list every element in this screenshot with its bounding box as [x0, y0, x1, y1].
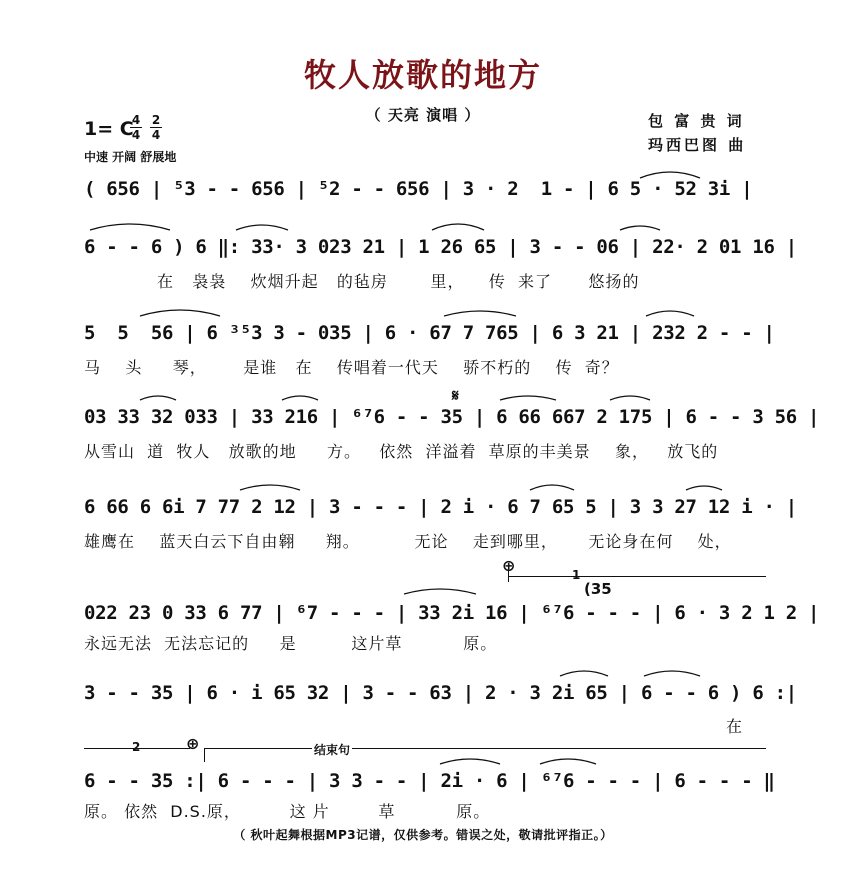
score-row-3-music: 5 5 56 | 6 ³⁵3 3 - 035 | 6 · 67 7 765 | 6 3 21 | 232 2 - - |	[84, 322, 775, 344]
slur-arc	[282, 396, 318, 400]
volta-2-number: 2	[132, 740, 141, 754]
slur-arc	[610, 396, 650, 400]
volta-1-pickup: (35	[584, 580, 612, 598]
key-signature: 1= C	[84, 118, 134, 140]
coda-sign-1: ⊕	[502, 556, 516, 575]
slur-arc	[236, 225, 288, 230]
score-row-6-lyrics: 永远无法 无法忘记的 是 这片草 原。	[84, 634, 498, 653]
score-row-3-lyrics: 马 头 琴， 是谁 在 传唱着一代天 骄不朽的 传 奇？	[84, 358, 619, 377]
score-row-8-music: 6 - - 35 :| 6 - - - | 3 3 - - | 2i · 6 | ⁶⁷6 - - - | 6 - - - ‖	[84, 770, 775, 792]
slur-arc	[540, 759, 596, 764]
score-row-1-music: ( 656 | ⁵3 - - 656 | ⁵2 - - 656 | 3 · 2 1 - | 6 5 · 52 3i |	[84, 178, 753, 200]
segno-sign: 𝄋	[452, 386, 459, 405]
score-row-5-lyrics: 雄鹰在 蓝天白云下自由翱 翔。 无论 走到哪里， 无论身在何 处，	[84, 532, 732, 551]
slur-arc	[90, 224, 170, 230]
score-row-8-lyrics: 原。 依然 D.S.原， 这 片 草 原。	[84, 802, 491, 821]
slur-arc	[620, 226, 660, 230]
time-sig-2-top: 2	[151, 113, 161, 127]
time-sig-1-top: 4	[131, 113, 141, 127]
slur-arc	[644, 671, 700, 676]
side-lyric: 在	[726, 717, 743, 736]
score-row-2-lyrics: 在 袅袅 炊烟升起 的毡房 里， 传 来了 悠扬的	[84, 272, 640, 291]
transcriber-footer: （ 秋叶起舞根据MP3记谱，仅供参考。错误之处，敬请批评指正。）	[233, 828, 613, 842]
slur-arc	[440, 759, 500, 764]
time-sig-2-bottom: 4	[151, 128, 161, 142]
slur-arc	[444, 311, 516, 316]
coda-sign-2: ⊕	[186, 734, 200, 753]
slur-arc	[240, 485, 300, 490]
score-row-4-music: 03 33 32 033 | 33 216 | ⁶⁷6 - - 35 | 6 66 667 2 175 | 6 - - 3 56 |	[84, 406, 820, 428]
page-title: 牧人放歌的地方	[303, 56, 542, 94]
score-row-5-music: 6 66 6 6i 7 77 2 12 | 3 - - - | 2 i · 6 7 65 5 | 3 3 27 12 i · |	[84, 496, 797, 518]
slur-arc	[140, 310, 220, 316]
composer-credit: 玛西巴图 曲	[648, 136, 747, 154]
score-row-2-music: 6 - - 6 ) 6 ‖: 33· 3 023 21 | 1 26 65 | 3 - - 06 | 22· 2 01 16 |	[84, 236, 797, 258]
slur-arc	[500, 396, 556, 400]
end-phrase-label: 结束句	[314, 743, 351, 757]
tempo-marking: 中速 开阔 舒展地	[84, 150, 177, 164]
slur-arc	[530, 485, 574, 490]
time-sig-1-bottom: 4	[131, 128, 141, 142]
score-row-6-music: 022 23 0 33 6 77 | ⁶7 - - - | 33 2i 16 | ⁶⁷6 - - - | 6 · 3 2 1 2 |	[84, 602, 820, 624]
slur-arc	[646, 311, 694, 316]
score-row-4-lyrics: 从雪山 道 牧人 放歌的地 方。 依然 洋溢着 草原的丰美景 象， 放飞的	[84, 442, 719, 461]
slur-arc	[686, 486, 722, 490]
volta-1-number: 1	[572, 568, 581, 582]
slur-arc	[404, 589, 476, 594]
performer-subtitle: （ 天亮 演唱 ）	[365, 106, 481, 124]
slur-arc	[432, 224, 484, 230]
slur-arc	[640, 172, 700, 178]
slur-arc	[140, 396, 176, 400]
lyricist-credit: 包 富 贵 词	[648, 112, 745, 130]
slur-arc	[560, 671, 608, 676]
score-row-7-music: 3 - - 35 | 6 · i 65 32 | 3 - - 63 | 2 · 3 2i 65 | 6 - - 6 ) 6 :|	[84, 682, 797, 704]
